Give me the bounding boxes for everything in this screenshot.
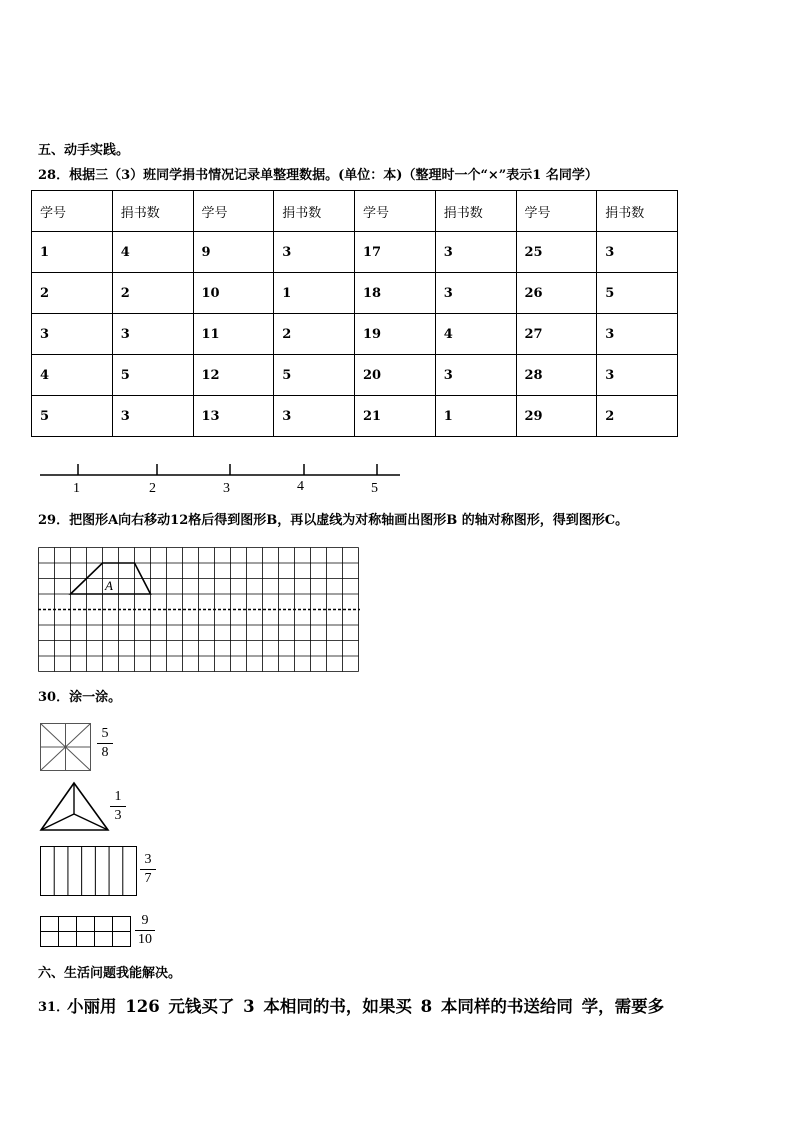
denominator: 8 bbox=[101, 745, 109, 760]
table-cell: 5 bbox=[274, 355, 355, 396]
rectangle-tenths-figure bbox=[40, 916, 132, 948]
fraction-3-7 bbox=[140, 852, 156, 887]
table-cell: 3 bbox=[597, 355, 678, 396]
table-cell: 3 bbox=[435, 232, 516, 273]
table-cell: 17 bbox=[355, 232, 436, 273]
table-cell: 21 bbox=[355, 396, 436, 437]
table-cell: 4 bbox=[32, 355, 113, 396]
header-cell: 捐书数 bbox=[274, 191, 355, 232]
table-cell: 12 bbox=[193, 355, 274, 396]
table-cell: 5 bbox=[32, 396, 113, 437]
fraction-9-10 bbox=[135, 913, 155, 948]
fraction-5-8 bbox=[97, 726, 113, 761]
table-cell: 18 bbox=[355, 273, 436, 314]
header-cell: 学号 bbox=[516, 191, 597, 232]
numerator: 5 bbox=[101, 726, 109, 741]
table-cell: 2 bbox=[112, 273, 193, 314]
number-line bbox=[0, 455, 420, 500]
table-cell: 3 bbox=[274, 396, 355, 437]
donation-table bbox=[31, 190, 678, 437]
table-cell: 13 bbox=[193, 396, 274, 437]
table-cell: 2 bbox=[274, 314, 355, 355]
table-cell: 3 bbox=[597, 232, 678, 273]
section6-heading: 六、生活问题我能解决。 bbox=[38, 966, 182, 981]
table-cell: 26 bbox=[516, 273, 597, 314]
numerator: 1 bbox=[114, 789, 122, 804]
table-cell: 3 bbox=[435, 355, 516, 396]
q28-text: 28．根据三（3）班同学捐书情况记录单整理数据。(单位：本)（整理时一个“×”表示1 名同学） bbox=[38, 168, 598, 183]
outline bbox=[41, 847, 137, 896]
denominator: 7 bbox=[144, 871, 152, 886]
table-row bbox=[32, 396, 678, 437]
header-cell: 学号 bbox=[32, 191, 113, 232]
square-eighths-figure bbox=[40, 723, 92, 772]
table-cell: 28 bbox=[516, 355, 597, 396]
table-row bbox=[32, 355, 678, 396]
table-cell: 3 bbox=[112, 314, 193, 355]
q29-text: 29．把图形A向右移动12格后得到图形B，再以虚线为对称轴画出图形B 的轴对称图形，得到图形C。 bbox=[38, 513, 629, 528]
table-cell: 4 bbox=[435, 314, 516, 355]
shape-a-label: A bbox=[105, 578, 113, 593]
number-line-label: 3 bbox=[223, 481, 230, 496]
table-cell: 19 bbox=[355, 314, 436, 355]
square-grid bbox=[38, 547, 368, 673]
header-cell: 捐书数 bbox=[435, 191, 516, 232]
table-cell: 5 bbox=[597, 273, 678, 314]
table-cell: 3 bbox=[32, 314, 113, 355]
header-cell: 捐书数 bbox=[597, 191, 678, 232]
table-cell: 3 bbox=[435, 273, 516, 314]
table-cell: 1 bbox=[274, 273, 355, 314]
table-cell: 9 bbox=[193, 232, 274, 273]
fraction-1-3 bbox=[110, 789, 126, 824]
table-cell: 3 bbox=[112, 396, 193, 437]
table-cell: 3 bbox=[274, 232, 355, 273]
triangle-thirds-figure bbox=[38, 780, 110, 832]
table-cell: 25 bbox=[516, 232, 597, 273]
section5-heading: 五、动手实践。 bbox=[38, 143, 130, 158]
table-header-row bbox=[32, 191, 678, 232]
denominator: 3 bbox=[114, 808, 122, 823]
rectangle-sevenths-figure bbox=[40, 846, 138, 897]
table-cell: 1 bbox=[32, 232, 113, 273]
table-cell: 10 bbox=[193, 273, 274, 314]
table-row bbox=[32, 273, 678, 314]
table-cell: 27 bbox=[516, 314, 597, 355]
denominator: 10 bbox=[138, 932, 152, 947]
table-cell: 1 bbox=[435, 396, 516, 437]
numerator: 3 bbox=[144, 852, 152, 867]
table-cell: 4 bbox=[112, 232, 193, 273]
header-cell: 学号 bbox=[193, 191, 274, 232]
number-line-label: 1 bbox=[73, 481, 80, 496]
table-cell: 5 bbox=[112, 355, 193, 396]
table-cell: 20 bbox=[355, 355, 436, 396]
table-cell: 3 bbox=[597, 314, 678, 355]
numerator: 9 bbox=[141, 913, 149, 928]
table-cell: 11 bbox=[193, 314, 274, 355]
q31-text: 小丽用 126 元钱买了 3 本相同的书，如果买 8 本同样的书送给同 学，需要多 bbox=[67, 997, 665, 1016]
table-row bbox=[32, 314, 678, 355]
number-line-label: 5 bbox=[371, 481, 378, 496]
table-cell: 2 bbox=[597, 396, 678, 437]
q31-number: 31． bbox=[38, 1000, 70, 1015]
q30-text: 30．涂一涂。 bbox=[38, 690, 122, 705]
table-row bbox=[32, 232, 678, 273]
header-cell: 学号 bbox=[355, 191, 436, 232]
number-line-label: 4 bbox=[297, 479, 304, 494]
table-cell: 2 bbox=[32, 273, 113, 314]
table-cell: 29 bbox=[516, 396, 597, 437]
header-cell: 捐书数 bbox=[112, 191, 193, 232]
number-line-label: 2 bbox=[149, 481, 156, 496]
